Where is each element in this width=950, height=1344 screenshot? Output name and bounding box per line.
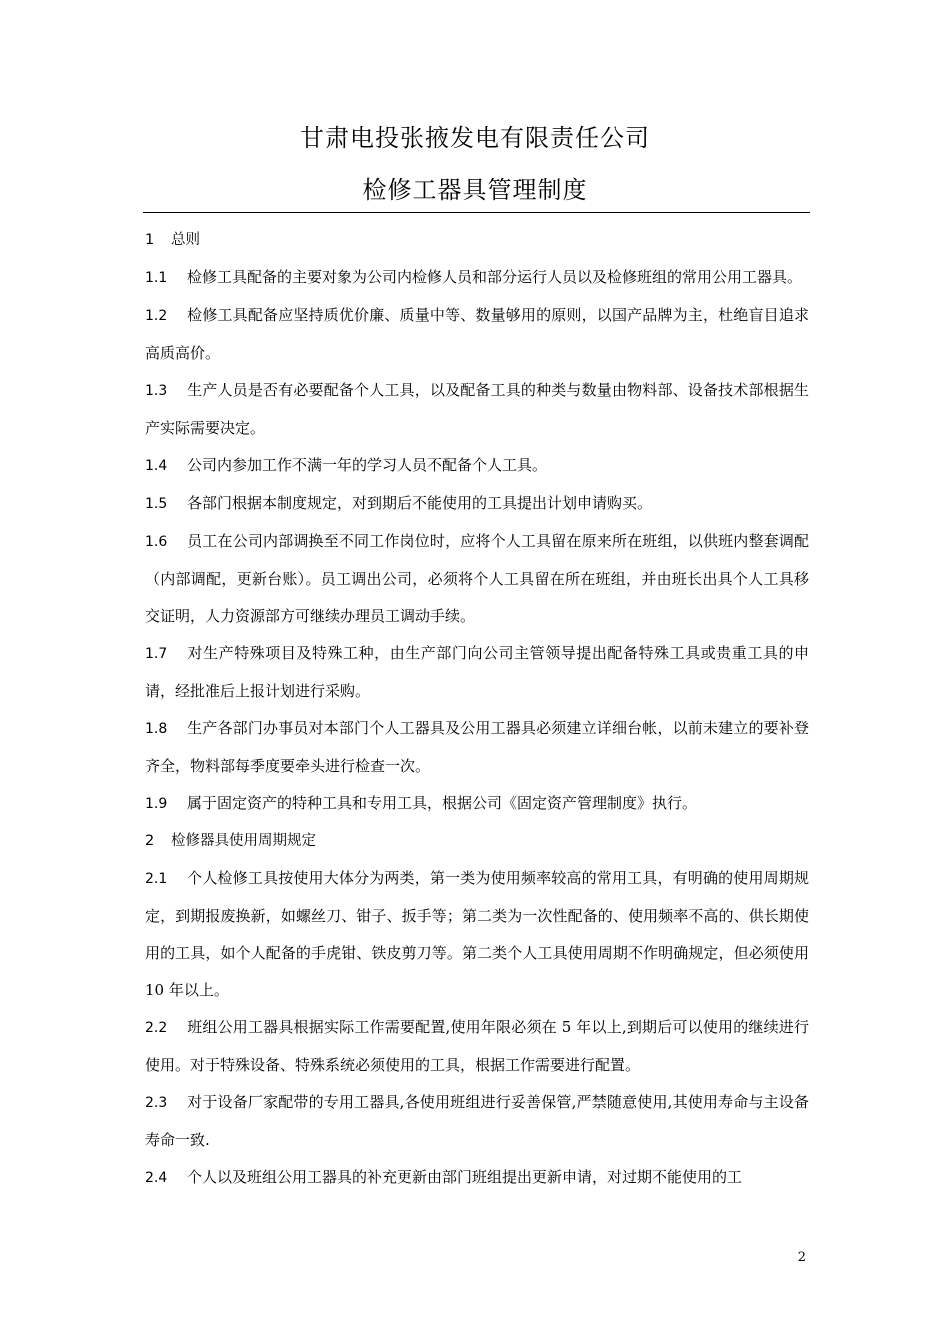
clause-number: 1.3: [145, 383, 168, 399]
page-number: 2: [797, 1250, 806, 1265]
clause-text: 生产各部门办事员对本部门个人工器具及公用工器具必须建立详细台帐，以前未建立的要补登齐全，物料部每季度要牵头进行检查一次。: [145, 719, 809, 775]
clause-number: 1.5: [145, 496, 168, 512]
clause-number: 1.6: [145, 534, 168, 550]
section-number: 1: [145, 232, 155, 248]
clause-paragraph: [145, 785, 809, 823]
clause-paragraph: [145, 860, 809, 1009]
clause-text: 员工在公司内部调换至不同工作岗位时，应将个人工具留在原来所在班组，以供班内整套调配（内部调配，更新台账）。员工调出公司，必须将个人工具留在所在班组，并由班长出具个人工具移交证明，人力资源部方可继续办理员工调动手续。: [145, 532, 809, 625]
clause-number: 1.8: [145, 721, 168, 737]
clause-number: 1.2: [145, 308, 168, 324]
clause-paragraph: [145, 485, 809, 523]
clause-paragraph: [145, 1159, 809, 1197]
document-title: 检修工器具管理制度: [362, 176, 588, 204]
clause-text: 公司内参加工作不满一年的学习人员不配备个人工具。: [187, 456, 548, 474]
clause-text: 个人检修工具按使用大体分为两类，第一类为使用频率较高的常用工具，有明确的使用周期规定，到期报废换新，如螺丝刀、钳子、扳手等；第二类为一次性配备的、使用频率不高的、供长期使用的工具，如个人配备的手虎钳、铁皮剪刀等。第二类个人工具使用周期不作明确规定，但必须使用 10 年以上。: [145, 869, 809, 999]
clause-paragraph: [145, 1084, 809, 1159]
clause-number: 2.2: [145, 1020, 168, 1036]
clause-text: 对于设备厂家配带的专用工器具,各使用班组进行妥善保管,严禁随意使用,其使用寿命与主设备寿命一致.: [145, 1093, 809, 1149]
clause-paragraph: [145, 372, 809, 447]
clause-text: 班组公用工器具根据实际工作需要配置,使用年限必须在 5 年以上,到期后可以使用的继续进行使用。对于特殊设备、特殊系统必须使用的工具，根据工作需要进行配置。: [145, 1018, 809, 1074]
clause-paragraph: [145, 297, 809, 372]
section-heading: [145, 222, 809, 259]
clause-number: 2.3: [145, 1095, 168, 1111]
company-title: 甘肃电投张掖发电有限责任公司: [300, 124, 650, 152]
section-heading: [145, 823, 809, 860]
clause-number: 2.4: [145, 1170, 168, 1186]
clause-number: 1.4: [145, 458, 168, 474]
clause-text: 属于固定资产的特种工具和专用工具，根据公司《固定资产管理制度》执行。: [187, 794, 698, 812]
clause-text: 各部门根据本制度规定，对到期后不能使用的工具提出计划申请购买。: [187, 494, 653, 512]
document-body: [145, 222, 809, 1197]
clause-text: 生产人员是否有必要配备个人工具，以及配备工具的种类与数量由物料部、设备技术部根据生产实际需要决定。: [145, 381, 809, 437]
clause-paragraph: [145, 1009, 809, 1084]
clause-number: 1.1: [145, 270, 168, 286]
clause-number: 1.9: [145, 796, 168, 812]
clause-paragraph: [145, 710, 809, 785]
clause-text: 检修工具配备应坚持质优价廉、质量中等、数量够用的原则，以国产品牌为主，杜绝盲目追求高质高价。: [145, 306, 809, 362]
section-title: 总则: [171, 232, 200, 248]
section-number: 2: [145, 833, 155, 849]
clause-number: 1.7: [145, 646, 168, 662]
clause-paragraph: [145, 635, 809, 710]
clause-paragraph: [145, 447, 809, 485]
clause-paragraph: [145, 259, 809, 297]
clause-text: 对生产特殊项目及特殊工种，由生产部门向公司主管领导提出配备特殊工具或贵重工具的申请，经批准后上报计划进行采购。: [145, 644, 809, 700]
section-title: 检修器具使用周期规定: [171, 833, 316, 849]
clause-text: 检修工具配备的主要对象为公司内检修人员和部分运行人员以及检修班组的常用公用工器具。: [187, 268, 803, 286]
clause-text: 个人以及班组公用工器具的补充更新由部门班组提出更新申请，对过期不能使用的工: [187, 1168, 743, 1186]
title-divider: [143, 212, 810, 213]
clause-number: 2.1: [145, 871, 168, 887]
clause-paragraph: [145, 523, 809, 635]
